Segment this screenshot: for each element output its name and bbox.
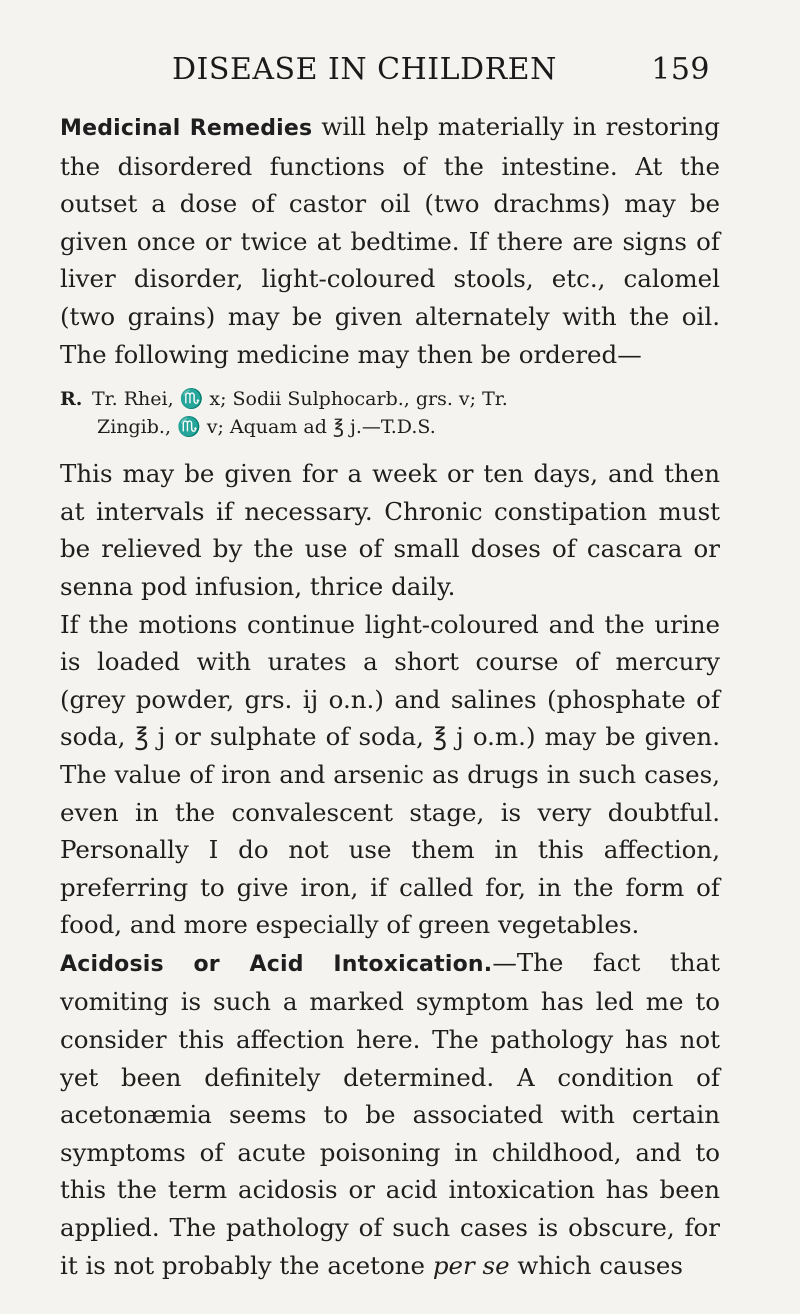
page-header	[150, 52, 710, 102]
body-text	[60, 108, 720, 1284]
running-title: DISEASE IN CHILDREN	[172, 52, 557, 87]
paragraph-text-end: which causes	[509, 1250, 683, 1280]
paragraph-text: will help materially in restoring the disordered functions of the intestine. At the outset a dose of castor oil (two drachms) may be given once or twice at bedtime. If there are signs of liver disorder, light-coloured stools, etc., calomel (two grains) may be given alternately with the oil. The following medicine may then be ordered—	[60, 112, 720, 369]
prescription-block	[60, 385, 720, 441]
prescription-text-1: Tr. Rhei, ♏ x; Sodii Sulphocarb., grs. v; Tr.	[92, 388, 508, 411]
run-in-heading: Acidosis or Acid Intoxication.	[60, 951, 493, 977]
paragraph-medicinal-remedies	[60, 108, 720, 373]
paragraph-motions: If the motions continue light-coloured and the urine is loaded with urates a short course of mercury (grey powder, grs. ij o.n.) and salines (phosphate of soda, ℥ j or sulphate of soda, ℥ j o.m.) may be given. The value of iron and arsenic as drugs in such cases, even in the convalescent stage, is very doubtful. Personally I do not use them in this affection, preferring to give iron, if called for, in the form of food, and more especially of green vegetables.	[60, 609, 720, 940]
recipe-symbol: R.	[60, 388, 83, 411]
prescription-line-2: Zingib., ♏ v; Aquam ad ℥ j.—T.D.S.	[97, 416, 436, 439]
run-in-heading: Medicinal Remedies	[60, 116, 313, 141]
paragraph-dosage: This may be given for a week or ten days, and then at intervals if necessary. Chronic constipation must be relieved by the use of small doses of cascara or senna pod infusion, thrice daily.	[60, 459, 720, 601]
italic-phrase: per se	[432, 1250, 510, 1280]
page-number: 159	[651, 52, 710, 87]
paragraph-text: —The fact that vomiting is such a marked symptom has led me to consider this affection here. The pathology has not yet been definitely determined. A condition of acetonæmia seems to be associated with certain symptoms of acute poisoning in childhood, and to this the term acidosis or acid intoxication has been applied. The pathology of such cases is obscure, for it is not probably the acetone	[60, 947, 721, 1280]
paragraph-acidosis	[60, 944, 720, 1284]
prescription-line-1	[60, 385, 720, 413]
